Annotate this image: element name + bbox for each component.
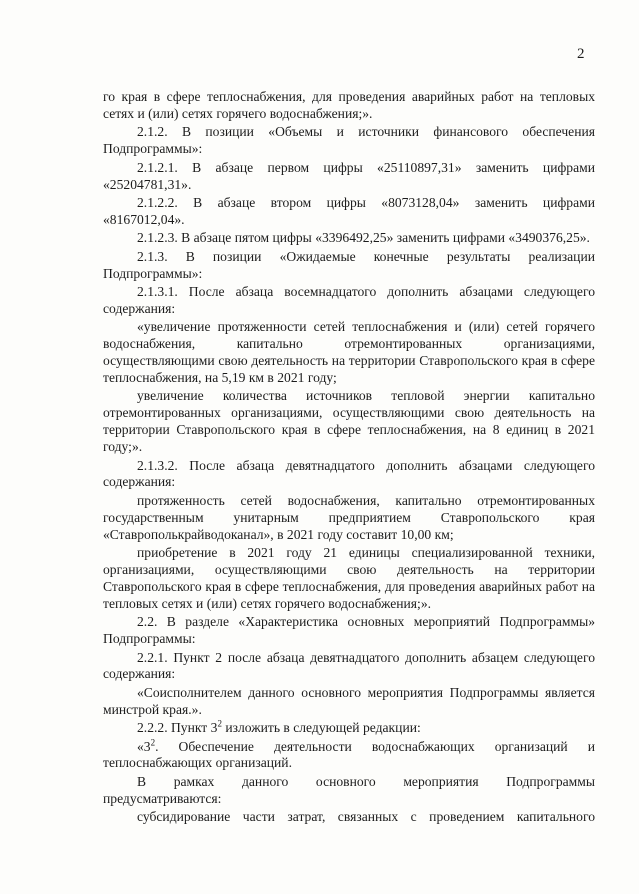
paragraph-text: 2.1.2.3. В абзаце пятом цифры «3396492,25» заменить цифрами «3490376,25».: [137, 230, 590, 246]
paragraph: [103, 720, 595, 737]
superscript: 2: [217, 718, 222, 729]
paragraph: [103, 685, 595, 719]
paragraph-text: «3: [137, 738, 151, 754]
paragraph-text: 2.1.2.1. В абзаце первом цифры «25110897,31» заменить цифрами «25204781,31».: [103, 159, 595, 192]
paragraph: [103, 284, 595, 318]
paragraph: [103, 230, 595, 247]
paragraph-text: 2.1.3.1. После абзаца восемнадцатого дополнить абзацами следующего содержания:: [103, 283, 595, 316]
paragraph: [103, 160, 595, 194]
paragraph: [103, 124, 595, 158]
paragraph: [103, 493, 595, 544]
paragraph-text: приобретение в 2021 году 21 единицы специализированной техники, организациями, осуществляющими свою деятельность на территории Ставропольского края в сфере теплоснабжения, для проведения аварийных работ на тепловых сетях и (или) сетях горячего водоснабжения;».: [103, 545, 595, 611]
paragraph-text: 2.2.2. Пункт 3: [137, 720, 218, 736]
paragraph-text: го края в сфере теплоснабжения, для проведения аварийных работ на тепловых сетях и (или) сетях горячего водоснабжения;».: [103, 89, 595, 121]
paragraph: [103, 249, 595, 283]
paragraph-text: В рамках данного основного мероприятия Подпрограммы предусматриваются:: [103, 773, 595, 806]
paragraph: [103, 739, 595, 773]
paragraph-text: 2.1.3. В позиции «Ожидаемые конечные результаты реализации Подпрограммы»:: [103, 248, 595, 281]
paragraph-text: 2.1.3.2. После абзаца девятнадцатого дополнить абзацами следующего содержания:: [103, 457, 595, 490]
paragraph-text: субсидирование части затрат, связанных с проведением капитального: [137, 809, 595, 825]
paragraph: [103, 774, 595, 808]
superscript: 2: [150, 737, 156, 747]
paragraph-text-tail: . Обеспечение деятельности водоснабжающих организаций и теплоснабжающих организаций.: [103, 738, 595, 771]
paragraph: [103, 650, 595, 684]
paragraph: [103, 614, 595, 648]
paragraph-text: 2.2.1. Пункт 2 после абзаца девятнадцатого дополнить абзацем следующего содержания:: [103, 649, 595, 682]
paragraph: [103, 388, 595, 456]
paragraph: [103, 89, 595, 123]
paragraph-text: увеличение количества источников тепловой энергии капитально отремонтированных организациями, осуществляющими свою деятельность на территории Ставропольского края в сфере теплоснабжения, на 8 единиц в 2021 году;».: [103, 388, 595, 455]
paragraph: [103, 319, 595, 387]
paragraph: [103, 809, 595, 826]
paragraph-text: 2.2. В разделе «Характеристика основных мероприятий Подпрограммы» Подпрограммы:: [103, 614, 595, 647]
paragraph-text: 2.1.2.2. В абзаце втором цифры «8073128,04» заменить цифрами «8167012,04».: [103, 194, 595, 227]
paragraph-text: 2.1.2. В позиции «Объемы и источники финансового обеспечения Подпрограммы»:: [103, 124, 595, 157]
document-body: [103, 89, 595, 826]
paragraph-text: протяженность сетей водоснабжения, капитально отремонтированных государственным унитарным предприятием Ставропольского края «Ставрополькрайводоканал», в 2021 году составит 10,00 км;: [103, 492, 595, 542]
paragraph: [103, 458, 595, 492]
paragraph: [103, 545, 595, 613]
paragraph-text-tail: изложить в следующей редакции:: [221, 720, 421, 736]
paragraph-text: «увеличение протяженности сетей теплоснабжения и (или) сетей горячего водоснабжения, капитально отремонтированных организациями, осуществляющими свою деятельность на территории Ставропольского края в сфере теплоснабжения, на 5,19 км в 2021 году;: [103, 319, 595, 385]
page-number: 2: [577, 46, 585, 62]
paragraph: [103, 195, 595, 229]
paragraph-text: «Соисполнителем данного основного мероприятия Подпрограммы является минстрой края.».: [103, 684, 595, 717]
